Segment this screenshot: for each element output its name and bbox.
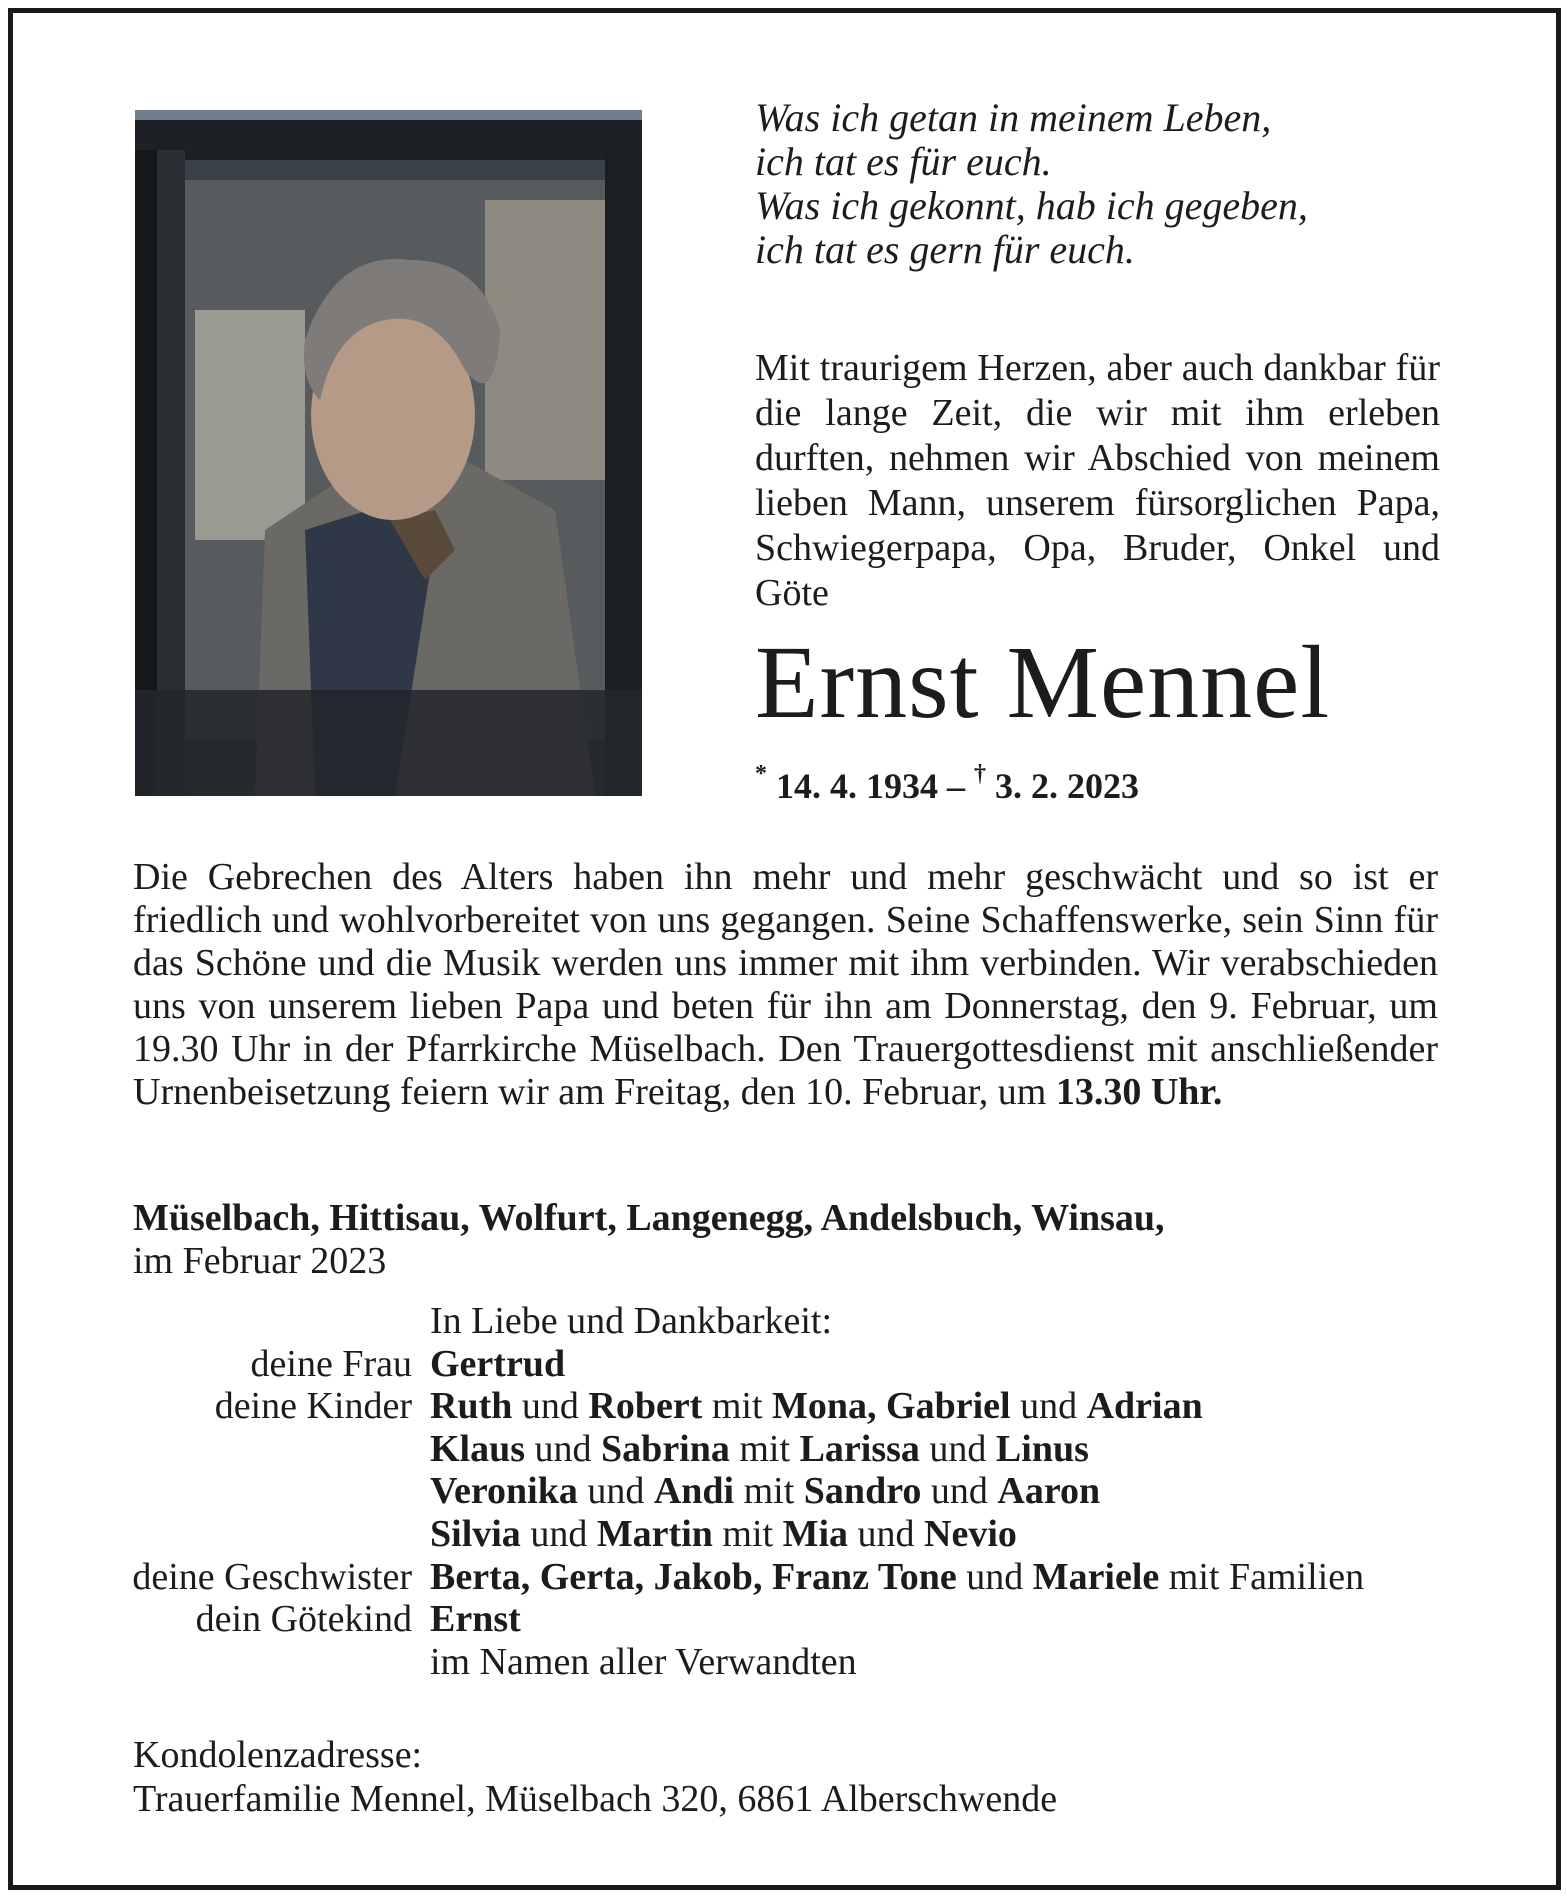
family-row (60, 1470, 1500, 1513)
family-member-name: Gertrud (430, 1342, 566, 1385)
family-member-name: Klaus (430, 1427, 526, 1470)
family-connector: mit (729, 1427, 800, 1470)
family-relation: deine Frau (250, 1342, 412, 1385)
family-row (60, 1513, 1500, 1556)
birth-date: 14. 4. 1934 (776, 766, 938, 806)
family-row (60, 1556, 1500, 1599)
family-connector: und (921, 1470, 998, 1513)
family-connector: mit (734, 1470, 804, 1513)
family-row (60, 1385, 1500, 1428)
family-connector: und (848, 1512, 925, 1555)
family-connector: und (512, 1385, 589, 1428)
family-member-name: Robert (588, 1385, 703, 1428)
family-row (60, 1598, 1500, 1641)
family-names (430, 1385, 1500, 1428)
family-member-name: Martin (596, 1512, 713, 1555)
family-connector: und (1010, 1385, 1087, 1428)
family-row (60, 1428, 1500, 1471)
family-member-name: Veronika (430, 1470, 578, 1513)
family-member-name: Ernst (430, 1598, 521, 1641)
quote-line: Was ich getan in meinem Leben, (755, 95, 1272, 140)
contact-address: Trauerfamilie Mennel, Müselbach 320, 6861 Alberschwende (133, 1778, 1058, 1820)
obituary-body (133, 856, 1438, 1114)
contact-label: Kondolenzadresse: (133, 1734, 423, 1776)
family-row (60, 1343, 1500, 1386)
portrait-photo (135, 110, 642, 796)
family-connector: mit (702, 1385, 773, 1428)
family-member-name: Aaron (997, 1470, 1101, 1513)
body-text: Die Gebrechen des Alters haben ihn mehr und mehr geschwächt und so ist er friedlich und wohlvorbereitet von uns gegangen. Seine Schaffenswerke, sein Sinn für das Schöne und die Musik werden uns immer mit ihm verbinden. Wir verabschieden uns von unserem lieben Papa und beten für ihn am Donnerstag, den 9. Februar, um 19.30 Uhr in der Pfarrkirche Müselbach. Den Trauergottesdienst mit anschließender Urnenbeisetzung feiern wir am Freitag, den 10. Februar, um (133, 856, 1438, 1113)
deceased-name: Ernst Mennel (755, 625, 1331, 740)
family-relation: deine Geschwister (132, 1555, 412, 1598)
notice-month: im Februar 2023 (133, 1240, 387, 1282)
condolence-address (133, 1733, 1057, 1821)
family-names (430, 1641, 1500, 1684)
family-relation: dein Götekind (195, 1598, 412, 1641)
family-member-name: Nevio (924, 1512, 1017, 1555)
family-relation (60, 1513, 430, 1556)
family-member-name: Andi (653, 1470, 735, 1513)
family-member-name: Silvia (430, 1512, 521, 1555)
family-member-name: Berta, Gerta, Jakob, Franz Tone (430, 1555, 957, 1598)
family-names (430, 1556, 1500, 1599)
family-connector: und (956, 1555, 1033, 1598)
family-relation (60, 1641, 430, 1684)
family-connector: und (525, 1427, 602, 1470)
family-connector: und (520, 1512, 597, 1555)
family-relation: deine Kinder (214, 1385, 412, 1428)
family-member-name: Mariele (1032, 1555, 1160, 1598)
family-names (430, 1470, 1500, 1513)
family-header-row (60, 1300, 1500, 1343)
family-member-name: Linus (995, 1427, 1089, 1470)
intro-paragraph: Mit traurigem Herzen, aber auch dankbar für die lange Zeit, die wir mit ihm erleben durften, nehmen wir Abschied von meinem lieben Mann, unserem fürsorglichen Papa, Schwiegerpapa, Opa, Bruder, Onkel und Göte (755, 347, 1440, 614)
family-member-name: Sandro (803, 1470, 922, 1513)
family-connector: im Namen aller Verwandten (430, 1640, 857, 1683)
family-connector: mit Familien (1159, 1555, 1365, 1598)
family-names (430, 1428, 1500, 1471)
memorial-quote (755, 96, 1308, 272)
quote-line: ich tat es für euch. (755, 139, 1052, 184)
family-names (430, 1598, 1500, 1641)
death-symbol: † (974, 761, 986, 787)
family-connector: und (919, 1427, 996, 1470)
family-names (430, 1513, 1500, 1556)
family-connector: und (577, 1470, 654, 1513)
family-names (430, 1343, 1500, 1386)
family-member-name: Ruth (430, 1385, 513, 1428)
birth-symbol: * (755, 761, 767, 787)
family-member-name: Sabrina (601, 1427, 730, 1470)
date-separator: – (938, 766, 974, 806)
service-time: 13.30 Uhr. (1055, 1071, 1223, 1113)
quote-line: Was ich gekonnt, hab ich gegeben, (755, 183, 1308, 228)
family-member-name: Adrian (1086, 1385, 1203, 1428)
death-date: 3. 2. 2023 (995, 766, 1139, 806)
family-connector: mit (712, 1512, 783, 1555)
family-places: Müselbach, Hittisau, Wolfurt, Langenegg, Andelsbuch, Winsau, (133, 1197, 1165, 1239)
family-row (60, 1641, 1500, 1684)
family-member-name: Larissa (799, 1427, 920, 1470)
quote-line: ich tat es gern für euch. (755, 227, 1135, 272)
life-dates (755, 761, 1139, 807)
family-relation (60, 1428, 430, 1471)
family-list (60, 1300, 1500, 1683)
family-relation (60, 1470, 430, 1513)
family-member-name: Mia (782, 1512, 849, 1555)
family-member-name: Mona, Gabriel (772, 1385, 1011, 1428)
family-header: In Liebe und Dankbarkeit: (430, 1300, 833, 1342)
